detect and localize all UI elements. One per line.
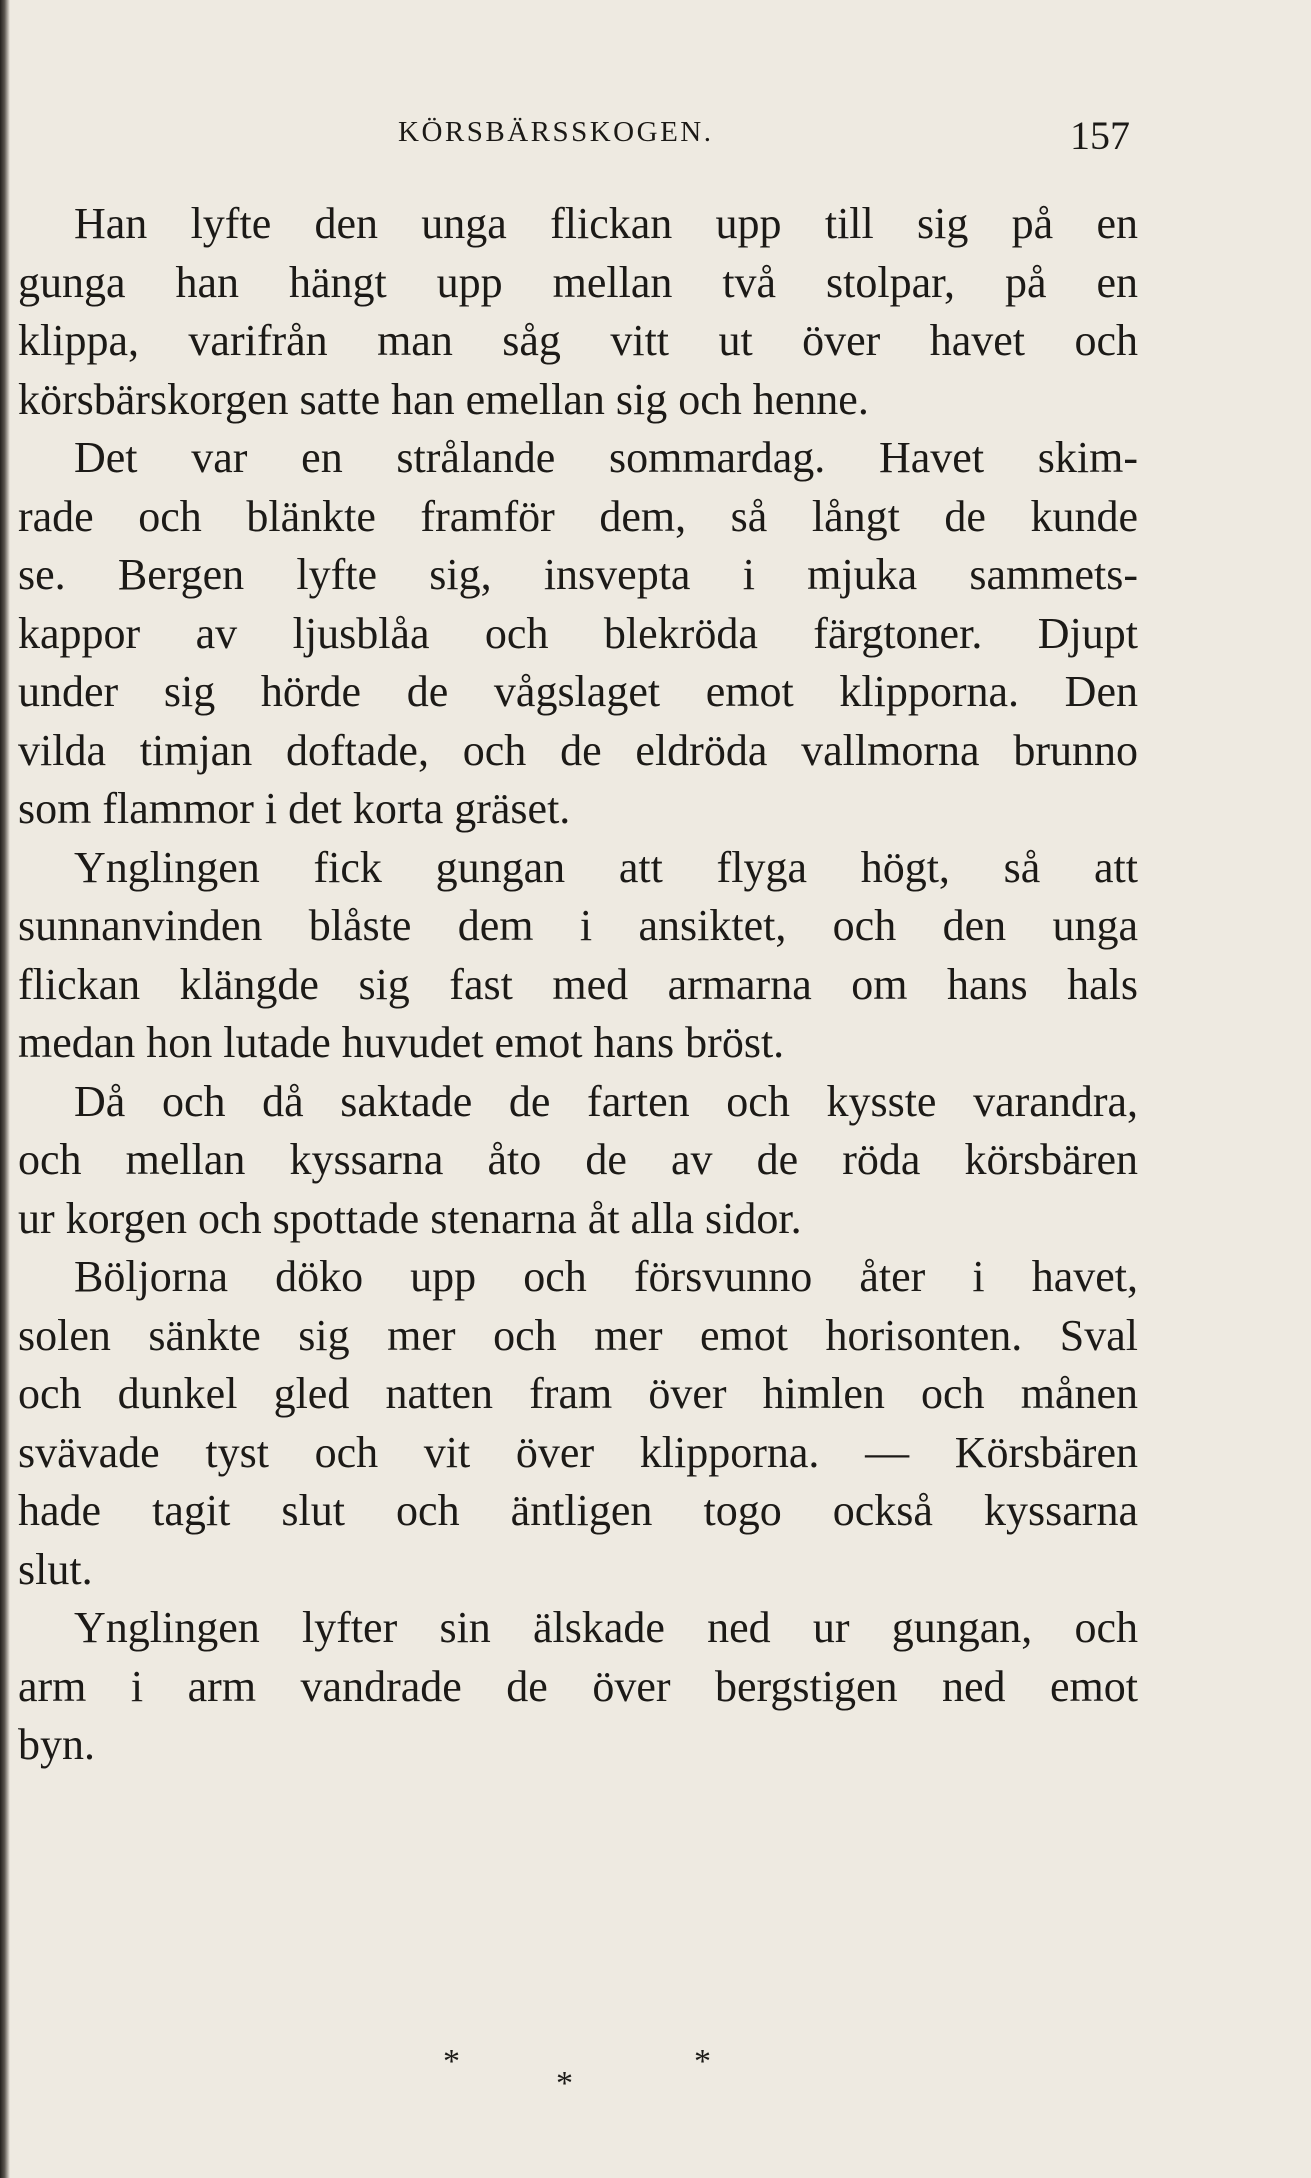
text-line: solen sänkte sig mer och mer emot horisonten. Sval <box>18 1310 1138 1360</box>
asterisk: * <box>556 2065 573 2102</box>
text-line: sunnanvinden blåste dem i ansiktet, och den unga <box>18 901 1138 950</box>
text-line: Han lyfte den unga flickan upp till sig på en <box>74 199 1138 248</box>
text-line: och dunkel gled natten fram över himlen och månen <box>18 1369 1138 1418</box>
text-line: Ynglingen lyfter sin älskade ned ur gungan, och <box>74 1603 1138 1652</box>
text-line: klippa, varifrån man såg vitt ut över havet och <box>18 316 1138 365</box>
text-line: se. Bergen lyfte sig, insvepta i mjuka sammets- <box>18 550 1138 599</box>
text-line: medan hon lutade huvudet emot hans bröst. <box>18 1018 785 1067</box>
text-line: flickan klängde sig fast med armarna om hans hals <box>18 959 1138 1009</box>
asterisk: * <box>694 2043 711 2080</box>
section-break-asterism <box>0 2045 1311 2135</box>
text-line: arm i arm vandrade de över bergstigen ned emot <box>18 1661 1138 1711</box>
text-line: slut. <box>18 1544 93 1594</box>
asterisk: * <box>443 2043 460 2080</box>
text-line: byn. <box>18 1720 95 1769</box>
text-line: rade och blänkte framför dem, så långt de kunde <box>18 491 1138 541</box>
text-line: Det var en strålande sommardag. Havet skim- <box>74 433 1138 482</box>
text-line: Ynglingen fick gungan att flyga högt, så att <box>74 842 1138 892</box>
text-line: och mellan kyssarna åto de av de röda körsbären <box>18 1135 1138 1184</box>
running-title: KÖRSBÄRSSKOGEN. <box>398 116 714 148</box>
text-line: hade tagit slut och äntligen togo också kyssarna <box>18 1486 1138 1535</box>
text-line: svävade tyst och vit över klipporna. — Körsbären <box>18 1427 1138 1477</box>
text-line: körsbärskorgen satte han emellan sig och henne. <box>18 374 869 424</box>
text-line: gunga han hängt upp mellan två stolpar, på en <box>18 257 1138 307</box>
binding-shadow <box>0 0 10 2178</box>
text-line: Då och då saktade de farten och kysste varandra, <box>74 1076 1138 1126</box>
text-line: Böljorna döko upp och försvunno åter i havet, <box>74 1252 1138 1301</box>
page-header <box>0 112 1311 172</box>
text-line: ur korgen och spottade stenarna åt alla sidor. <box>18 1193 802 1243</box>
text-line: under sig hörde de vågslaget emot klipporna. Den <box>18 667 1138 716</box>
text-line: kappor av ljusblåa och blekröda färgtoner. Djupt <box>18 608 1138 658</box>
page-number: 157 <box>1070 113 1130 158</box>
text-line: vilda timjan doftade, och de eldröda vallmorna brunno <box>18 725 1138 775</box>
body-text <box>18 195 1138 1775</box>
text-line: som flammor i det korta gräset. <box>18 784 571 833</box>
